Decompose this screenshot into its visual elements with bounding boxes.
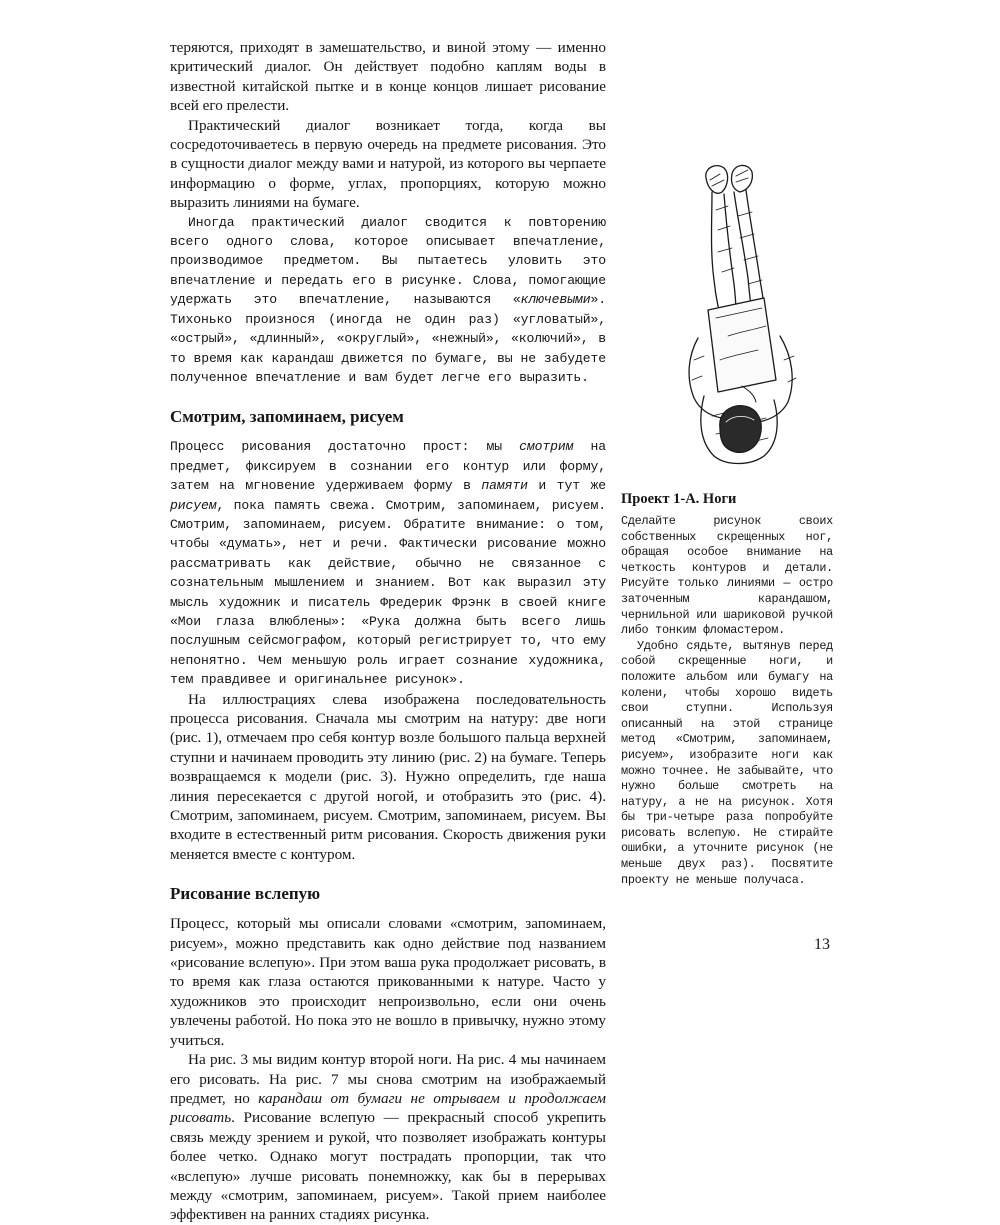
paragraph-blind-drawing: Процесс, который мы описали словами «смотрим, запоминаем, рисуем», можно представить как одно действие под названием «рисование вслепую». При этом ваша рука продолжает рисовать, в то время как глаза остаются прикованными к натуре. Часто у художников это происходит непроизвольно, если они очень увлечены работой. Но пока это не вошло в привычку, нужно этому учиться. [170,915,606,1049]
emphasis-memory: памяти [481,478,528,494]
main-column [170,38,606,1225]
text-run: Иногда практический диалог сводится к повторению всего одного слова, которое описывает впечатление, производимое предметом. Вы пытаетесь уловить это впечатление и передать его в рисунке. Слова, помогающие удержать это впечатление, называются « [170,214,606,308]
project-title: Проект 1-А. Ноги [621,491,737,507]
text-run: . Рисование вслепую — прекрасный способ укрепить связь между зрением и рукой, что позволяет изображать контуры более четко. Однако могут пострадать пропорции, так что «вслепую» лучше рисовать понемножку, как бы в перерывах между «смотрим, запоминаем, рисуем». Такой прием наиболее эффективен на ранних стадиях рисунка. [170,1109,606,1224]
emphasis-draw: рисуем [170,497,217,513]
section-heading-blind-drawing: Рисование вслепую [170,884,321,904]
head [720,406,761,453]
text-run: ». Тихонько произнося (иногда не один раз) «угловатый», «острый», «длинный», «округлый», «нежный», «колючий», в то время как карандаш движется по бумаге, вы не забудете полученное впечатление и вам будет легче его выразить. [170,292,606,385]
emphasis-look: смотрим [519,439,574,455]
text-run: , пока память свежа. Смотрим, запоминаем, рисуем. Смотрим, запоминаем, рисуем. Обратите внимание: о том, чтобы «думать», нет и речи. Фактически рисование можно рассматривать как действие, обычно не связанное с сознательным мышлением и знанием. Вот как выразил эту мысль художник и писатель Фредерик Фрэнк в своей книге «Мои глаза влюблены»: «Рука должна быть всего лишь послушным сейсмографом, который регистрирует то, что ему непонятно. Чем меньшую роль играет сознание художника, тем правдивее и оригинальнее рисунок». [170,497,606,688]
sketch-illustration [668,160,808,480]
paragraph-figure-references [170,1050,606,1225]
paragraph-key-words [170,213,606,388]
section-heading-look-remember-draw: Смотрим, запоминаем, рисуем [170,407,404,427]
text-run: на предмет, фиксируем в сознании его контур или форму, затем на мгновение удерживаем форму в [170,439,606,494]
text-run: Процесс рисования достаточно прост: мы [170,439,520,455]
paragraph-practical-dialog: Практический диалог возникает тогда, когда вы сосредоточиваетесь в первую очередь на предмете рисования. Это в сущности диалог между вами и натурой, из которого вы черпаете информацию о форме, углах, пропорциях, которую можно выразить линиями на бумаге. [170,116,606,212]
shoe-right [731,165,752,192]
page-number: 13 [814,936,830,953]
paragraph-illustrations: На иллюстрациях слева изображена последовательность процесса рисования. Сначала мы смотрим на натуру: две ноги (рис. 1), отмечаем про себя контур возле большого пальца верхней ступни и начинаем проводить эту линию (рис. 2) на бумаге. Теперь возвращаемся к модели (рис. 3). Нужно определить, где наша линия пересекается с другой ногой, и отобразить это (рис. 4). Смотрим, запоминаем, рисуем. Смотрим, запоминаем, рисуем. Вы входите в естественный ритм рисования. Скорость движения руки меняется вместе с контуром. [170,690,606,863]
project-procedure: Удобно сядьте, вытянув перед собой скрещенные ноги, и положите альбом или бумагу на колени, чтобы хорошо видеть свои ступни. Используя описанный на этой странице метод «Смотрим, запоминаем, рисуем», изобразите ноги как можно точнее. Не забывайте, что нужно больше смотреть на натуру, а не на рисунок. Хотя бы три-четыре раза попробуйте рисовать вслепую. Не стирайте ошибки, а уточните рисунок (не меньше двух раз). Посвятите проекту не меньше получаса. [621,638,833,887]
emphasis-key-words: ключевыми [520,292,591,308]
project-instructions: Сделайте рисунок своих собственных скрещенных ног, обращая особое внимание на четкость контуров и детали. Рисуйте только линиями — остро заточенным карандашом, чернильной или шариковой ручкой либо тонким фломастером. [621,514,833,638]
shoe-left [706,166,728,194]
paragraph-critical-dialog: теряются, приходят в замешательство, и виной этому — именно критический диалог. Он действует подобно каплям воды в известной китайской пытке и в конце концов лишает рисование всей его прелести. [170,39,606,115]
emphasis-keep-drawing: карандаш от бумаги не отрываем и продолжаем рисовать [170,1089,606,1127]
text-run: и тут же [527,478,606,494]
project-sidebar [621,490,833,888]
text-run: На рис. 3 мы видим контур второй ноги. На рис. 4 мы начинаем его рисовать. На рис. 7 мы снова смотрим на изображаемый предмет, но [170,1051,606,1107]
paragraph-drawing-process [170,437,606,689]
